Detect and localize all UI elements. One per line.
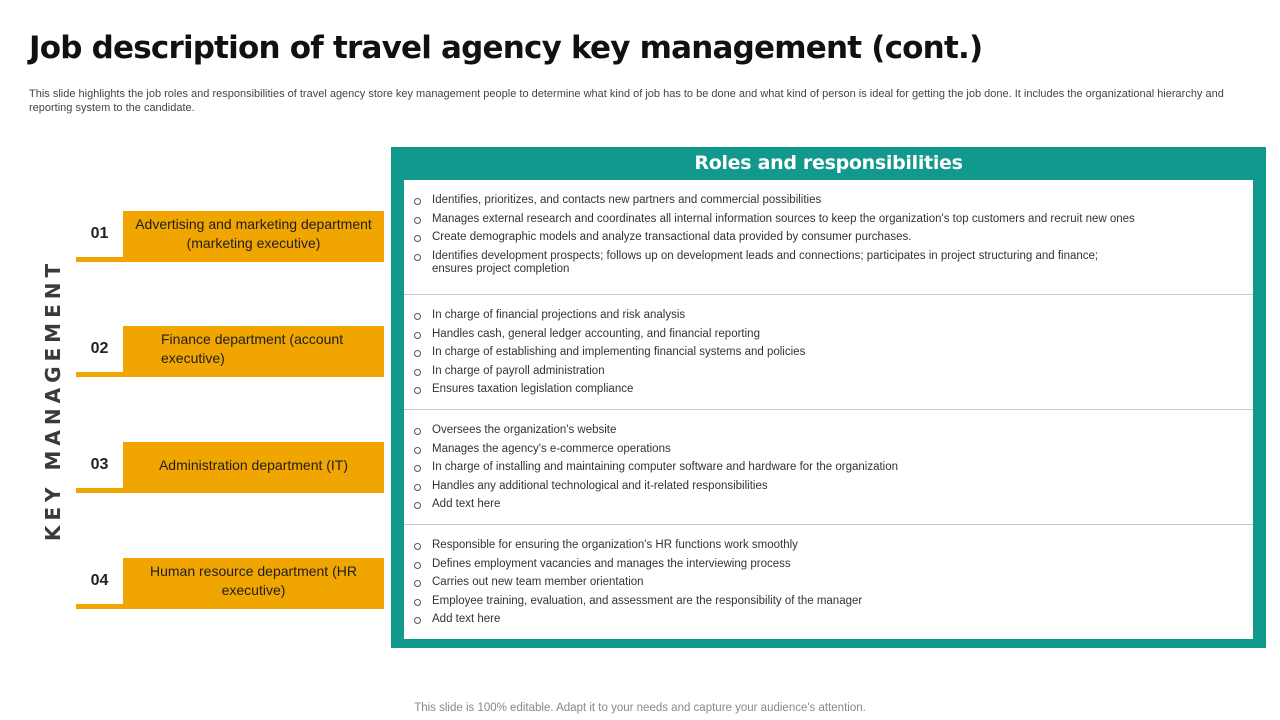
list-item: Defines employment vacancies and manages the interviewing process — [404, 558, 1164, 572]
department-number: 04 — [90, 572, 109, 589]
list-item: Identifies, prioritizes, and contacts new partners and commercial possibilities — [404, 194, 1164, 208]
department-number: 01 — [90, 225, 109, 242]
department-name: Finance department (account executive) — [123, 326, 384, 372]
list-item: Employee training, evaluation, and assessment are the responsibility of the manager — [404, 595, 1164, 609]
list-item: Handles cash, general ledger accounting, and financial reporting — [404, 328, 1164, 342]
roles-list-container — [404, 180, 1253, 639]
roles-heading: Roles and responsibilities — [694, 152, 963, 174]
list-item: Handles any additional technological and it-related responsibilities — [404, 480, 1164, 494]
page-subtitle: This slide highlights the job roles and responsibilities of travel agency store key management people to determine what kind of job has to be done and what kind of person is ideal for getting the job done. It includes the organizational hierarchy and reporting system to the candidate. — [29, 88, 1224, 114]
department-name: Human resource department (HR executive) — [123, 558, 384, 604]
roles-section-administration — [404, 410, 1253, 525]
list-item: Oversees the organization's website — [404, 424, 1164, 438]
list-item: Manages the agency's e-commerce operations — [404, 443, 1164, 457]
roles-section-hr — [404, 525, 1253, 639]
key-management-label: KEY MANAGEMENT — [41, 258, 65, 542]
list-item: In charge of establishing and implementing financial systems and policies — [404, 346, 1164, 360]
roles-section-marketing — [404, 180, 1253, 295]
list-item: Responsible for ensuring the organization's HR functions work smoothly — [404, 539, 1164, 553]
list-item: Identifies development prospects; follows up on development leads and connections; participates in project structuring and finance; ensures project completion — [404, 250, 1134, 277]
department-name: Advertising and marketing department (marketing executive) — [123, 211, 384, 257]
list-item: Add text here — [404, 613, 1164, 627]
department-item-marketing — [76, 211, 384, 262]
department-item-finance — [76, 326, 384, 377]
department-number: 03 — [90, 456, 109, 473]
department-name: Administration department (IT) — [123, 442, 384, 488]
footer-note: This slide is 100% editable. Adapt it to your needs and capture your audience's attention. — [414, 702, 866, 714]
list-item: In charge of financial projections and risk analysis — [404, 309, 1164, 323]
roles-section-finance — [404, 295, 1253, 410]
list-item: In charge of installing and maintaining computer software and hardware for the organization — [404, 461, 1164, 475]
list-item: Add text here — [404, 498, 1164, 512]
list-item: Ensures taxation legislation compliance — [404, 383, 1164, 397]
list-item: Manages external research and coordinates all internal information sources to keep the organization's top customers and recruit new ones — [404, 213, 1184, 227]
list-item: Create demographic models and analyze transactional data provided by consumer purchases. — [404, 231, 1164, 245]
list-item: In charge of payroll administration — [404, 365, 1164, 379]
list-item: Carries out new team member orientation — [404, 576, 1164, 590]
department-item-administration — [76, 442, 384, 493]
roles-panel — [391, 147, 1266, 648]
department-item-hr — [76, 558, 384, 609]
page-title: Job description of travel agency key management (cont.) — [29, 30, 983, 66]
department-number: 02 — [90, 340, 109, 357]
